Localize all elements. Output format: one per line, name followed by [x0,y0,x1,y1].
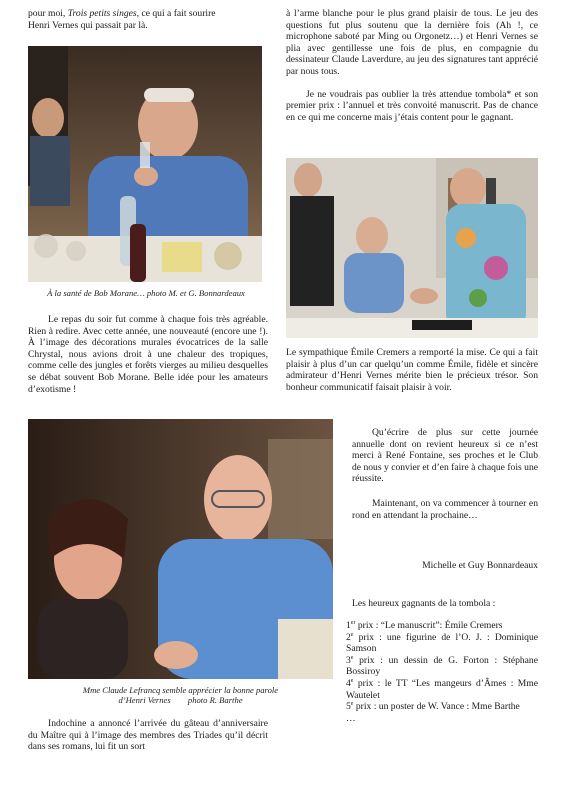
prize-item [346,678,538,701]
top-left-line2: Henri Vernes qui passait par là. [28,19,148,31]
photo-handshake-image [286,158,538,338]
winners-title: Les heureux gagnants de la tombola : [352,598,496,609]
photo-toast [28,46,262,282]
prize-item [346,620,538,632]
photo-toast-caption: À la santé de Bob Morane… photo M. et G. Bonnardeaux [47,288,245,298]
photo-handshake-text: Le sympathique Émile Cremers a remporté la mise. Ce qui a fait plaisir à plus d’un car quelqu’un comme Émile, fidèle et sincère admirateur d’Henri Vernes mérite bien le précieux trésor. Son bonheur communicatif faisait plaisir à voir. [286,347,538,393]
prize-number: 2 [346,631,351,643]
prize-number: 4 [346,677,351,689]
top-right-para2: Je ne voudrais pas oublier la très attendue tombola* et son premier prix : l’annuel et très convoité manuscrit. Pas de chance en ce qui me concerne mais j’étais content pour le gagnant. [286,88,538,123]
dinner-paragraph: Le repas du soir fut comme à chaque fois très agréable. Rien à redire. Avec cette année, une nouveauté (encore une !). À l’image des décorations murales évocatrices de la salle Chrystal, nous avions droit à une chaleur des tropiques, comme celle des jungles et forêts vierges au milieu desquelles se débat souvent Bob Morane. Belle idée pour les amateurs d’exotisme ! [28,314,268,395]
cake-paragraph: Indochine a annoncé l’arrivée du gâteau d’anniversaire du Maître qui à l’image des membres des Triades qu’il décrit dans ses romans, lui fit un sort [28,718,268,753]
top-left-line1-a: pour moi, [28,8,66,19]
prize-number: 1 [346,620,351,631]
prize-item [346,701,538,713]
prize-sup: e [350,700,354,707]
prize-text: prix : le TT “Les mangeurs d’Âmes : Mme Wautelet [346,677,538,701]
signature: Michelle et Guy Bonnardeaux [422,560,538,571]
prize-text: prix : une figurine de l’O. J. : Dominique Samson [346,631,538,655]
top-right-text [286,8,538,123]
prize-number: 3 [346,654,351,666]
prize-item [346,632,538,655]
photo-handshake [286,158,538,338]
prize-text: prix : un poster de W. Vance : Mme Barthe [353,701,520,713]
prize-number: 5 [346,701,351,713]
closing-paragraph-2: Maintenant, on va commencer à tourner en rond en attendant la prochaine… [352,498,538,521]
prize-text: prix : un dessin de G. Forton : Stéphane Bossiroy [346,654,538,678]
prize-list [346,620,538,724]
photo-lady-vernes-caption-line1: Mme Claude Lefrancq semble apprécier la bonne parole [82,685,279,695]
prize-ellipsis: … [346,712,356,724]
photo-lady-vernes [28,419,333,679]
photo-toast-image [28,46,262,282]
prize-sup: e [350,654,354,661]
prize-text: prix : “Le manuscrit”: Émile Cremers [355,620,503,631]
prize-item [346,655,538,678]
photo-lady-vernes-caption [28,685,333,706]
top-right-para1: à l’arme blanche pour le plus grand plaisir de tous. Le jeu des questions fut plus soutenu que la dernière fois (Ah !, ce microphone saboté par Ming ou Orgonetz…) et Henri Vernes se plia avec gentillesse une fois de plus, en compagnie du dessinateur Claude Laverdure, au jeu des signatures tant apprécié par nous tous. [286,8,538,77]
closing-paragraph-1: Qu’écrire de plus sur cette journée annuelle dont on revient heureux si ce n’est merci à René Fontaine, ses proches et le Club de nous y convier et d’en faire à chaque fois une réussite. [352,427,538,485]
photo-lady-vernes-image [28,419,333,679]
top-left-text [28,8,268,31]
book-title: Trois petits singes [67,8,137,19]
prize-sup: er [350,619,356,626]
prize-sup: e [350,677,354,684]
prize-sup: e [350,631,354,638]
photo-lady-vernes-caption-line2: d’Henri Vernes photo R. Barthe [118,695,243,706]
top-left-line1-b: , ce qui a fait sourire [136,8,216,19]
